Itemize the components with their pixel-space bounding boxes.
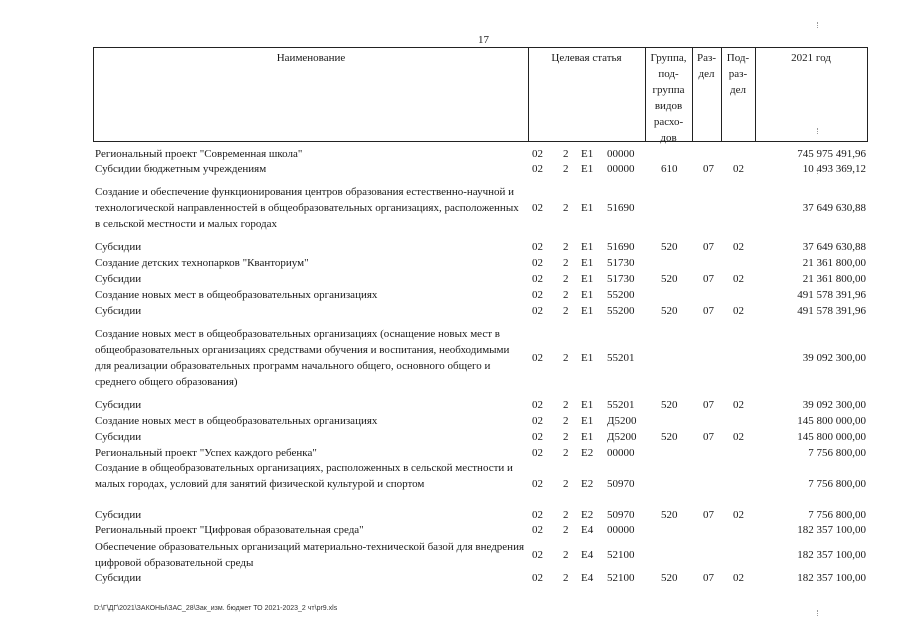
section-code: 07 [703,163,714,175]
row-name: Субсидии [95,431,142,443]
amount-2021: 37 649 630,88 [802,241,866,253]
amount-2021: 182 357 100,00 [797,549,866,561]
target-code-subprogram: 2 [563,289,569,301]
target-code-direction: Д5200 [607,431,637,443]
table-row [0,522,905,538]
target-code-program: 02 [532,572,543,584]
row-name: Субсидии бюджетным учреждениям [95,163,267,175]
target-code-program: 02 [532,148,543,160]
section-code: 07 [703,431,714,443]
amount-2021: 7 756 800,00 [808,478,866,490]
subsection-code: 02 [733,509,744,521]
target-code-project: Е1 [581,431,594,443]
target-code-project: Е1 [581,273,594,285]
table-row [0,287,905,303]
table-row [0,460,905,506]
amount-2021: 39 092 300,00 [802,399,866,411]
amount-2021: 37 649 630,88 [802,202,866,214]
amount-2021: 7 756 800,00 [808,447,866,459]
target-code-project: Е1 [581,289,594,301]
row-name: Создание новых мест в общеобразовательных организациях [95,289,378,301]
header-name: Наименование [276,52,346,64]
target-code-subprogram: 2 [563,148,569,160]
row-name: Субсидии [95,305,142,317]
target-code-direction: 52100 [607,572,635,584]
table-row [0,239,905,255]
amount-2021: 145 800 000,00 [797,431,866,443]
section-code: 07 [703,572,714,584]
row-name: Обеспечение образовательных организаций материально-технической базой для внедрения цифровой образовательной среды [95,541,525,569]
table-row [0,146,905,162]
target-code-subprogram: 2 [563,572,569,584]
target-code-subprogram: 2 [563,415,569,427]
target-code-program: 02 [532,305,543,317]
target-code-subprogram: 2 [563,509,569,521]
amount-2021: 39 092 300,00 [802,352,866,364]
file-path-footer: D:\Г\ДГ\2021\ЗАКОНЫ\ЗАС_28\Зак_изм. бюджет ТО 2021-2023_2 чт\pr9.xls [94,605,338,612]
expense-group: 520 [661,399,678,411]
expense-group: 520 [661,305,678,317]
table-row [0,255,905,271]
target-code-project: Е4 [581,572,594,584]
amount-2021: 745 975 491,96 [797,148,866,160]
target-code-subprogram: 2 [563,202,569,214]
target-code-program: 02 [532,257,543,269]
target-code-direction: Д5200 [607,415,637,427]
page-number: 17 [478,34,489,46]
target-code-subprogram: 2 [563,431,569,443]
target-code-direction: 55201 [607,352,635,364]
target-code-subprogram: 2 [563,549,569,561]
target-code-program: 02 [532,289,543,301]
section-code: 07 [703,509,714,521]
row-name: Создание в общеобразовательных организациях, расположенных в сельской местности и малых городах, условий для занятий физической культурой и спортом [95,462,513,490]
target-code-direction: 50970 [607,478,635,490]
row-name: Создание новых мест в общеобразовательных организациях [95,415,378,427]
header-group: Группа, под- группа видов расхо- дов [650,52,687,144]
target-code-program: 02 [532,399,543,411]
target-code-program: 02 [532,509,543,521]
header-target-article: Целевая статья [551,52,622,64]
target-code-project: Е1 [581,352,594,364]
header-section: Раз- дел [696,52,716,80]
expense-group: 610 [661,163,678,175]
target-code-direction: 52100 [607,549,635,561]
scan-mark [817,168,818,174]
target-code-subprogram: 2 [563,273,569,285]
expense-group: 520 [661,241,678,253]
target-code-program: 02 [532,415,543,427]
target-code-direction: 51730 [607,273,635,285]
table-row [0,184,905,232]
expense-group: 520 [661,509,678,521]
target-code-project: Е1 [581,257,594,269]
target-code-project: Е2 [581,478,594,490]
target-code-subprogram: 2 [563,305,569,317]
subsection-code: 02 [733,431,744,443]
target-code-subprogram: 2 [563,163,569,175]
target-code-subprogram: 2 [563,524,569,536]
amount-2021: 21 361 800,00 [802,273,866,285]
row-name: Субсидии [95,509,142,521]
target-code-program: 02 [532,352,543,364]
target-code-program: 02 [532,163,543,175]
target-code-direction: 51690 [607,241,635,253]
scan-mark [817,128,818,134]
table-row [0,413,905,429]
target-code-program: 02 [532,549,543,561]
subsection-code: 02 [733,163,744,175]
target-code-program: 02 [532,524,543,536]
table-row [0,161,905,177]
target-code-direction: 51730 [607,257,635,269]
amount-2021: 182 357 100,00 [797,572,866,584]
row-name: Субсидии [95,273,142,285]
subsection-code: 02 [733,241,744,253]
target-code-project: Е1 [581,163,594,175]
subsection-code: 02 [733,399,744,411]
target-code-subprogram: 2 [563,447,569,459]
header-subsection: Под- раз- дел [726,52,750,96]
target-code-project: Е1 [581,148,594,160]
target-code-subprogram: 2 [563,241,569,253]
target-code-direction: 55200 [607,289,635,301]
amount-2021: 7 756 800,00 [808,509,866,521]
target-code-direction: 55201 [607,399,635,411]
table-row [0,326,905,390]
section-code: 07 [703,305,714,317]
expense-group: 520 [661,273,678,285]
target-code-project: Е1 [581,399,594,411]
target-code-project: Е2 [581,509,594,521]
target-code-direction: 51690 [607,202,635,214]
table-row [0,271,905,287]
target-code-project: Е1 [581,241,594,253]
row-name: Субсидии [95,572,142,584]
row-name: Региональный проект "Цифровая образовательная среда" [95,524,364,536]
target-code-program: 02 [532,478,543,490]
table-row [0,539,905,569]
target-code-direction: 00000 [607,447,635,459]
target-code-program: 02 [532,431,543,443]
table-row [0,397,905,413]
target-code-direction: 00000 [607,163,635,175]
subsection-code: 02 [733,572,744,584]
section-code: 07 [703,399,714,411]
target-code-direction: 00000 [607,148,635,160]
row-name: Создание детских технопарков "Кванториум" [95,257,309,269]
row-name: Региональный проект "Современная школа" [95,148,303,160]
amount-2021: 182 357 100,00 [797,524,866,536]
target-code-subprogram: 2 [563,257,569,269]
target-code-direction: 50970 [607,509,635,521]
target-code-subprogram: 2 [563,478,569,490]
row-name: Создание и обеспечение функционирования центров образования естественно-научной и технологической направленностей в общеобразовательных организациях, расположенных в сельской местности и малых городах [95,186,519,230]
subsection-code: 02 [733,273,744,285]
table-row [0,570,905,586]
amount-2021: 491 578 391,96 [797,305,866,317]
table-row [0,429,905,445]
row-name: Субсидии [95,399,142,411]
target-code-project: Е2 [581,447,594,459]
target-code-program: 02 [532,241,543,253]
amount-2021: 10 493 369,12 [802,163,866,175]
target-code-subprogram: 2 [563,352,569,364]
target-code-direction: 55200 [607,305,635,317]
row-name: Региональный проект "Успех каждого ребенка" [95,447,317,459]
subsection-code: 02 [733,305,744,317]
header-year: 2021 год [791,52,831,64]
table-row [0,445,905,461]
scan-mark [817,22,818,28]
amount-2021: 491 578 391,96 [797,289,866,301]
target-code-project: Е4 [581,524,594,536]
target-code-direction: 00000 [607,524,635,536]
scan-mark [817,610,818,616]
section-code: 07 [703,273,714,285]
target-code-project: Е1 [581,415,594,427]
target-code-subprogram: 2 [563,399,569,411]
table-header [93,47,868,142]
section-code: 07 [703,241,714,253]
amount-2021: 145 800 000,00 [797,415,866,427]
target-code-project: Е1 [581,202,594,214]
target-code-project: Е4 [581,549,594,561]
target-code-project: Е1 [581,305,594,317]
expense-group: 520 [661,572,678,584]
row-name: Создание новых мест в общеобразовательных организациях (оснащение новых мест в общеобразовательных организациях средствами обучения и воспитания, необходимыми для реализации образовательных программ начального общего, основного общего и среднего общего образования) [95,328,510,388]
row-name: Субсидии [95,241,142,253]
table-row [0,507,905,523]
expense-group: 520 [661,431,678,443]
target-code-program: 02 [532,447,543,459]
table-row [0,303,905,319]
target-code-program: 02 [532,273,543,285]
target-code-program: 02 [532,202,543,214]
amount-2021: 21 361 800,00 [802,257,866,269]
